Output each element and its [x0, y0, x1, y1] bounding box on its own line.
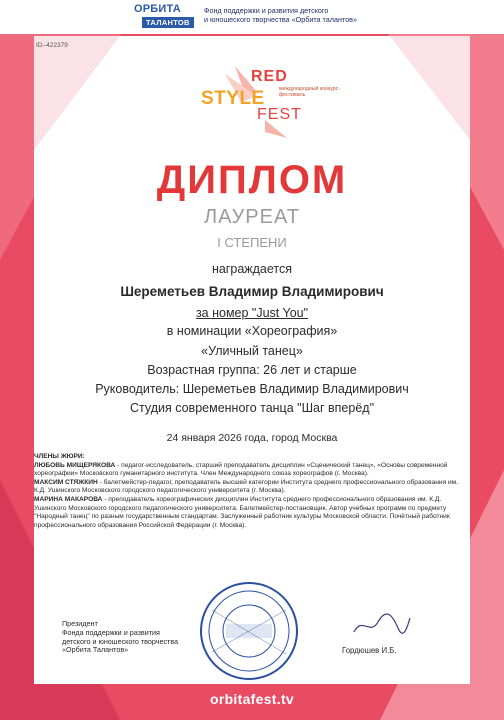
recipient-name: Шереметьев Владимир Владимирович	[120, 284, 384, 299]
fest-logo-fest: FEST	[257, 106, 302, 123]
jury-section	[34, 453, 470, 530]
diploma-title: ДИПЛОМ	[156, 158, 348, 202]
fund-name	[204, 6, 384, 24]
jury-member-2	[34, 479, 470, 496]
signature-name: Гордюшев И.Б.	[342, 646, 397, 655]
president-block	[62, 620, 178, 655]
performance-number: за номер "Just You"	[195, 306, 309, 320]
leader-text: Руководитель: Шереметьев Владимир Владимирович	[95, 382, 409, 396]
age-group-text: Возрастная группа: 26 лет и старше	[147, 363, 357, 377]
official-stamp	[198, 580, 300, 682]
jury-member-3-name: МАРИНА МАКАРОВА	[34, 495, 103, 503]
fest-logo-red: RED	[251, 68, 288, 85]
jury-member-1-desc: - педагог-исследователь, старший преподаватель дисциплин «Сценический танец», «Основы современной хореографии» Московского гуманитарного института. Член Международного союза хореографов (г. Москва).	[34, 461, 448, 478]
laureate-title: ЛАУРЕАТ	[204, 206, 300, 228]
jury-member-1-name: ЛЮБОВЬ МИЩЕРЯКОВА	[34, 461, 116, 469]
document-id: ID–422379	[36, 42, 68, 49]
nomination-text: в номинации «Хореография»	[166, 324, 338, 338]
degree-label: I СТЕПЕНИ	[217, 235, 287, 250]
fest-logo-style: STYLE	[201, 88, 265, 109]
logo-bottom-text: ТАЛАНТОВ	[142, 17, 194, 28]
fest-logo-subtitle: международный конкурс-фестиваль	[279, 86, 340, 98]
president-line-2: Фонда поддержки и развития	[62, 627, 160, 637]
jury-member-2-desc: - балетмейстер-педагог, преподаватель высшей категории Института среднего профессионального образования им. К.Д. Ушинского Московского городского педагогического университета (г. Москва).	[34, 478, 459, 495]
jury-member-3	[34, 496, 470, 530]
jury-heading: ЧЛЕНЫ ЖЮРИ:	[34, 453, 85, 460]
president-line-1: Президент	[62, 619, 98, 628]
logo-top-text: ОРБИТА	[134, 3, 181, 15]
jury-member-3-desc: - преподаватель хореографических дисциплин Института среднего профессионального образования им. К.Д. Ушинского Московского городского педагогического университета. Балетмейстер-постановщик. Автор учебных программ по предмету "Народный танец" по разным государственным стандартам. Заслуженный работник культуры Московской области. Почётный работник профессионального образования Российской Федерации (г. Москва).	[34, 495, 450, 529]
fund-line-2: и юношеского творчества «Орбита талантов»	[204, 15, 357, 24]
awarded-text: награждается	[211, 262, 293, 276]
signature	[352, 612, 412, 638]
fund-line-1: Фонд поддержки и развития детского	[204, 6, 329, 15]
header-bar	[0, 0, 504, 34]
orbita-logo	[134, 3, 200, 31]
president-line-4: «Орбита Талантов»	[62, 645, 129, 655]
date-location: 24 января 2026 года, город Москва	[166, 432, 338, 444]
sub-nomination-text: «Уличный танец»	[201, 344, 303, 358]
red-style-fest-logo	[195, 62, 340, 142]
jury-member-1	[34, 462, 470, 479]
jury-member-2-name: МАКСИМ СТЯЖКИН	[34, 478, 98, 486]
studio-text: Студия современного танца "Шаг вперёд"	[129, 401, 375, 415]
footer-website: orbitafest.tv	[209, 691, 295, 707]
president-line-3: детского и юношеского творчества	[62, 636, 179, 646]
